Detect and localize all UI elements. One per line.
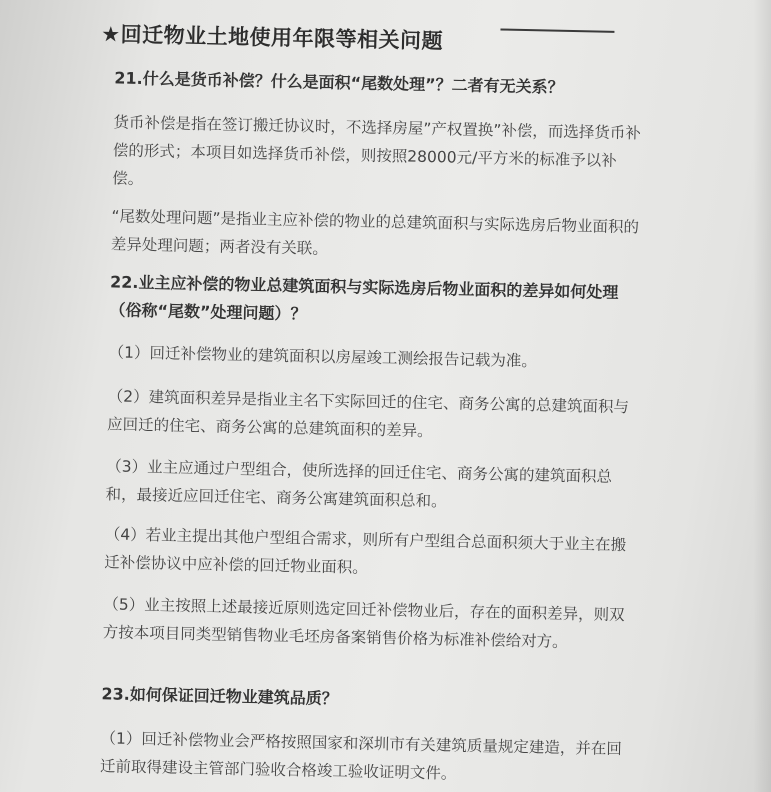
question-22: 22.业主应补偿的物业总建筑面积与实际选房后物业面积的差异如何处理（俗称“尾数”处理问题）？ bbox=[109, 272, 619, 324]
question-21: 21.什么是货币补偿？什么是面积“尾数处理”？二者有无关系？ bbox=[114, 68, 564, 97]
answer-23-item-1: （1）回迁补偿物业会严格按照国家和深圳市有关建筑质量规定建造，并在回迁前取得建设主管部门验收合格竣工验收证明文件。 bbox=[99, 729, 622, 783]
answer-22-item-5: （5）业主按照上述最接近原则选定回迁补偿物业后，存在的面积差异，则双方按本项目同类型销售物业毛坯房备案销售价格为标准补偿给对方。 bbox=[102, 595, 625, 652]
document-content bbox=[96, 0, 656, 783]
title-underline bbox=[500, 28, 614, 32]
page-edge-shadow bbox=[753, 0, 771, 792]
answer-21-paragraph-2: “尾数处理问题”是指业主应补偿的物业的总建筑面积与实际选房后物业面积的差异处理问题；两者没有关联。 bbox=[110, 207, 640, 258]
answer-22-item-3: （3）业主应通过户型组合，使所选择的回迁住宅、商务公寓的建筑面积总和，最接近应回迁住宅、商务公寓建筑面积总和。 bbox=[105, 457, 613, 511]
answer-22-item-1: （1）回迁补偿物业的建筑面积以房屋竣工测绘报告记载为准。 bbox=[108, 343, 538, 371]
question-23: 23.如何保证回迁物业建筑品质？ bbox=[101, 684, 338, 709]
answer-21-paragraph-1: 货币补偿是指在签订搬迁协议时，不选择房屋”产权置换”补偿，而选择货币补偿的形式；本项目如选择货币补偿，则按照28000元/平方米的标准予以补偿。 bbox=[112, 113, 642, 189]
answer-22-item-2: （2）建筑面积差异是指业主名下实际回迁的住宅、商务公寓的总建筑面积与应回迁的住宅、商务公寓的总建筑面积的差异。 bbox=[106, 387, 630, 441]
answer-22-item-4: （4）若业主提出其他户型组合需求，则所有户型组合总面积须大于业主在搬迁补偿协议中应补偿的回迁物业面积。 bbox=[104, 525, 627, 577]
section-title: ★回迁物业土地使用年限等相关问题 bbox=[101, 22, 444, 54]
